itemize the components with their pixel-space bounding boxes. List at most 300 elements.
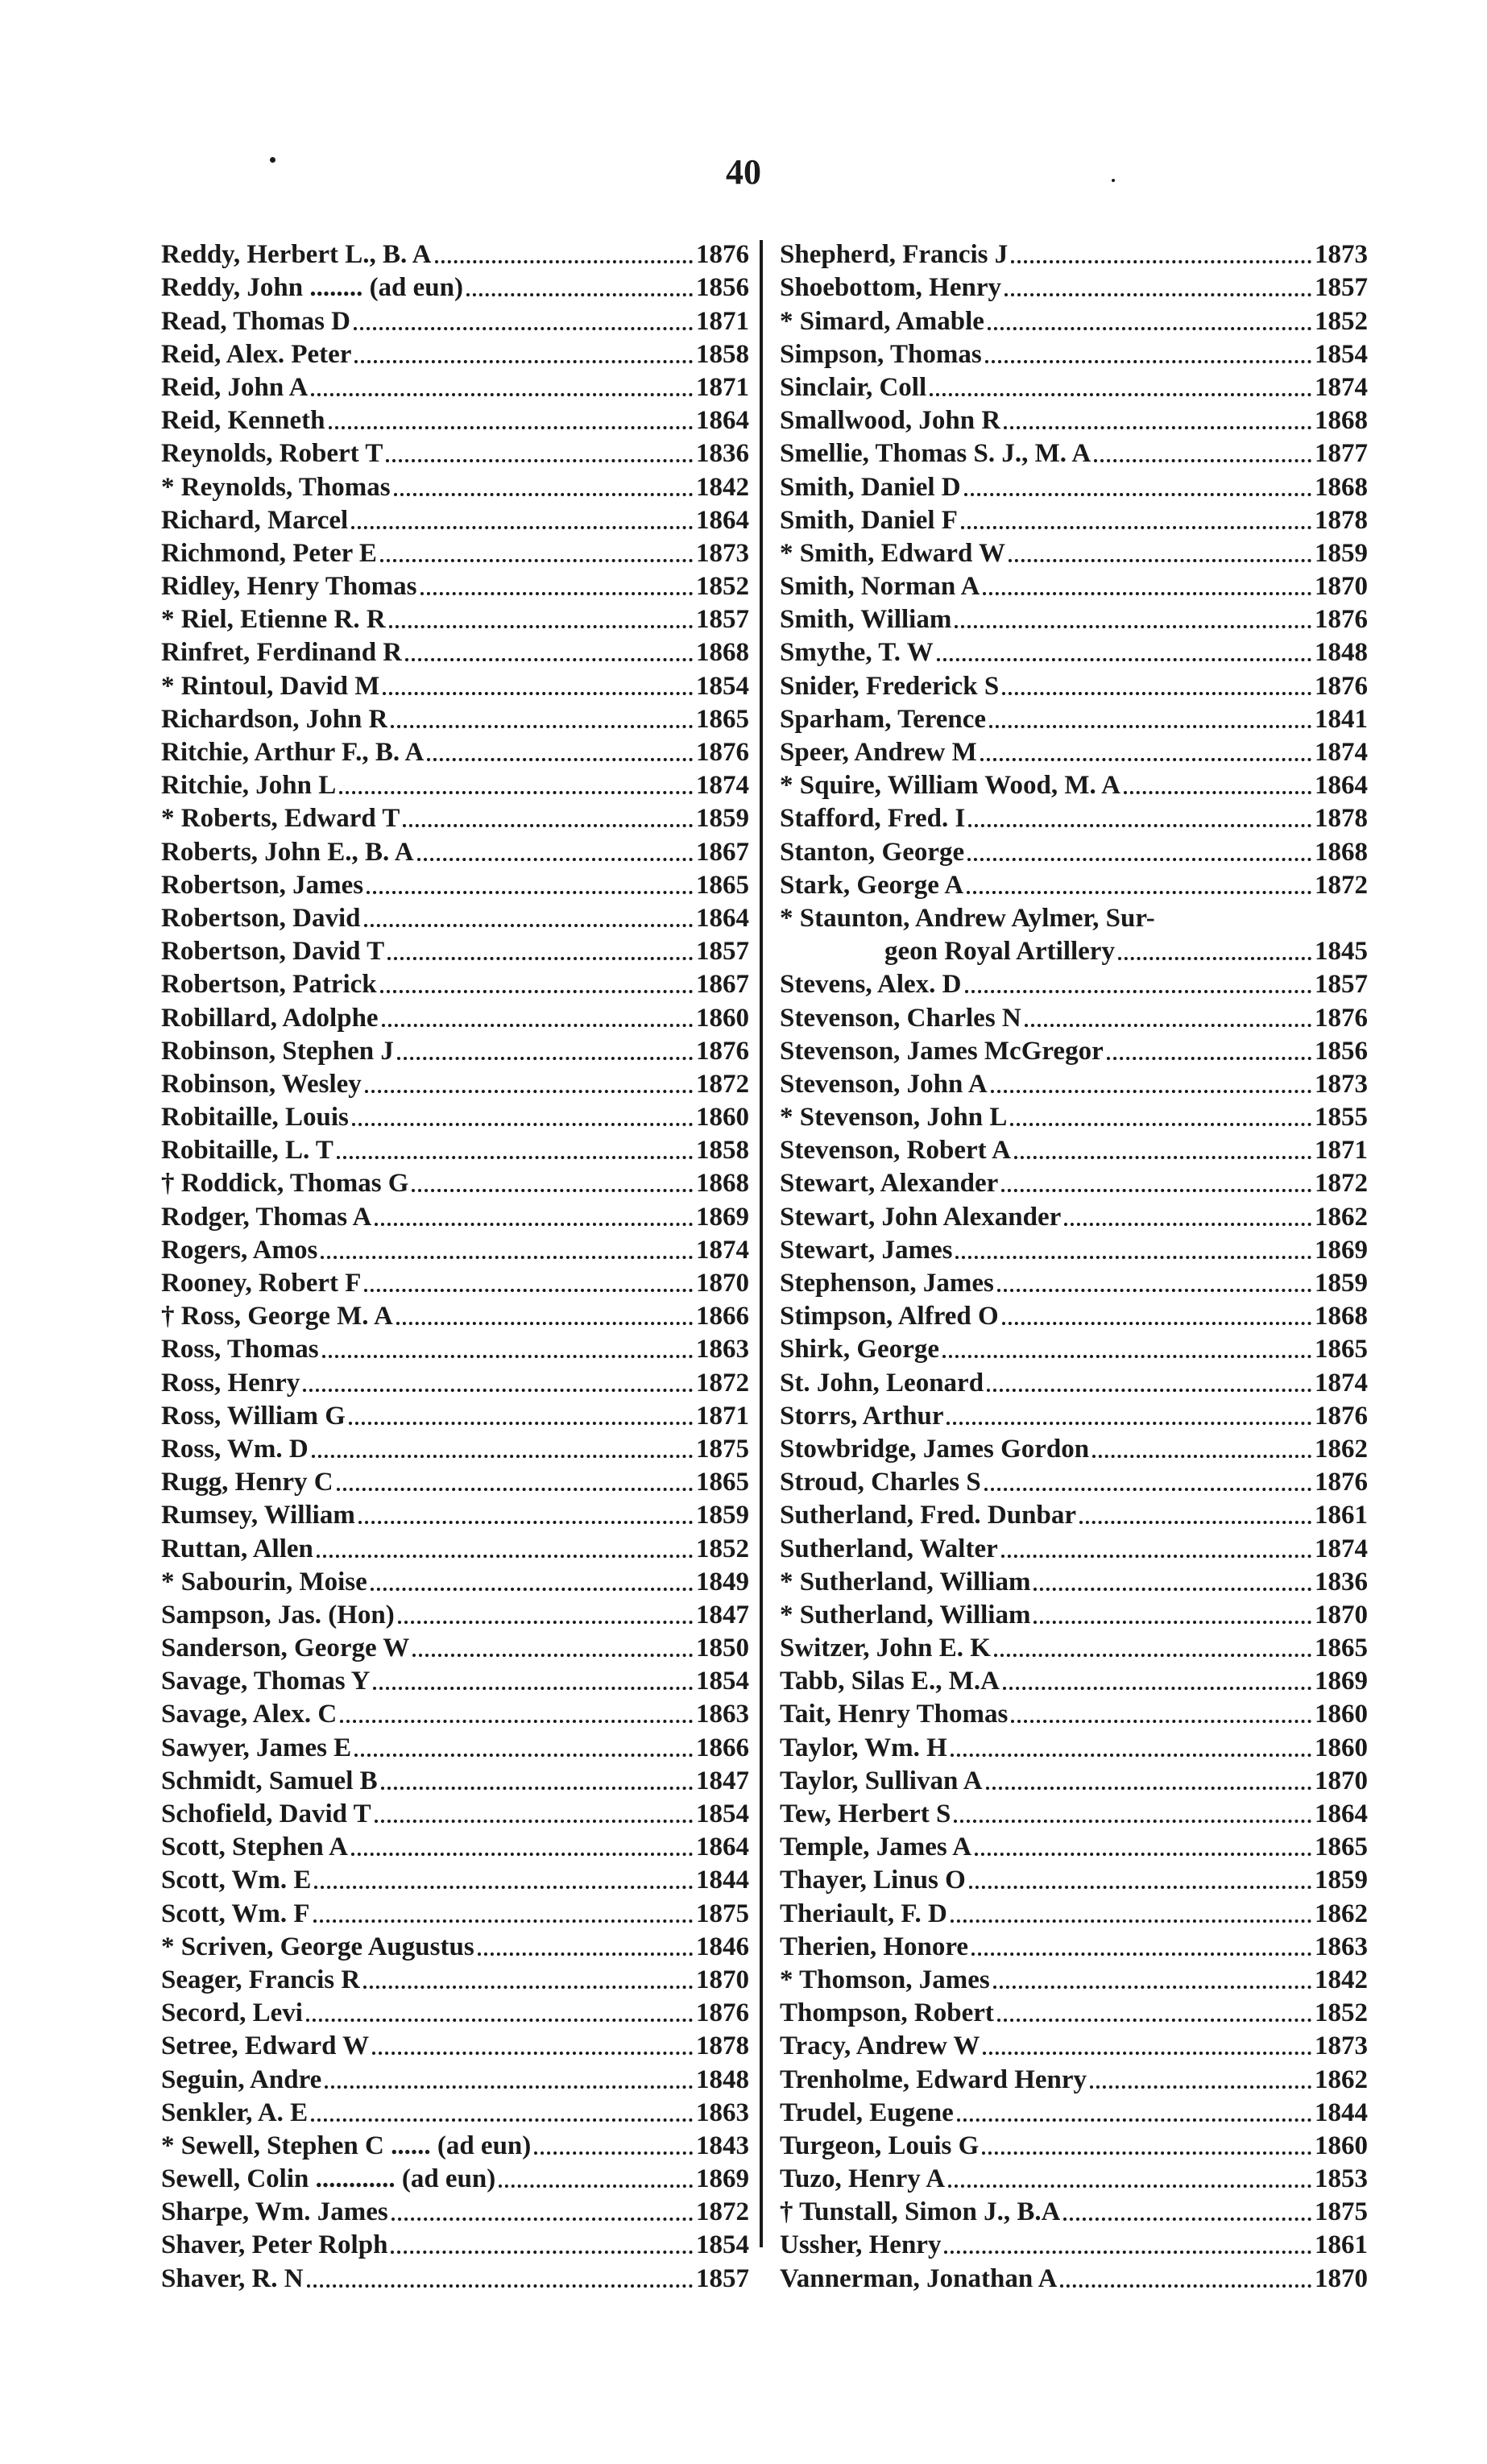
entry-name: Stewart, John Alexander	[780, 1202, 1062, 1232]
entry-year: 1873	[1315, 2031, 1368, 2061]
directory-entry	[780, 1897, 1368, 1930]
entry-name: Sanderson, George W	[161, 1634, 410, 1663]
entry-name: Ritchie, John L	[161, 771, 337, 801]
dot-leader	[311, 2118, 693, 2122]
entry-name: Ussher, Henry	[780, 2230, 942, 2260]
entry-year: 1857	[1315, 273, 1368, 303]
entry-year: 1857	[696, 2263, 749, 2293]
dot-leader	[391, 2218, 693, 2221]
directory-entry	[161, 1101, 749, 1134]
entry-name: Robertson, Patrick	[161, 970, 377, 1000]
entry-year: 1871	[696, 372, 749, 402]
directory-entry	[161, 1001, 749, 1034]
dot-leader	[317, 1555, 693, 1558]
dot-leader	[405, 658, 693, 661]
entry-year: 1876	[696, 1036, 749, 1066]
dot-leader	[381, 1787, 693, 1790]
entry-name: Smallwood, John R	[780, 406, 1001, 436]
dot-leader	[983, 2052, 1311, 2055]
entry-year: 1856	[696, 273, 749, 303]
directory-entry	[161, 570, 749, 603]
entry-year: 1869	[696, 2164, 749, 2194]
dot-leader	[380, 559, 693, 562]
directory-entry	[780, 1731, 1368, 1764]
entry-name: Ross, Wm. D	[161, 1434, 309, 1464]
entry-name: Richardson, John R	[161, 704, 388, 734]
dot-leader	[1001, 1555, 1311, 1558]
entry-name: Therien, Honore	[780, 1932, 969, 1961]
entry-name: Richmond, Peter E	[161, 538, 377, 568]
entry-name: Stafford, Fred. I	[780, 804, 966, 834]
entry-name: Stroud, Charles S	[780, 1468, 981, 1497]
directory-entry	[780, 1599, 1368, 1632]
entry-year: 1865	[1315, 1335, 1368, 1365]
directory-entry	[161, 636, 749, 669]
directory-entry	[161, 1632, 749, 1665]
dot-leader	[372, 2052, 693, 2055]
entry-year: 1859	[696, 1501, 749, 1530]
entry-year: 1857	[696, 937, 749, 967]
entry-year: 1859	[1315, 1269, 1368, 1298]
entry-name: Stewart, Alexander	[780, 1169, 999, 1199]
directory-entry	[780, 404, 1368, 437]
entry-year: 1860	[696, 1103, 749, 1133]
dot-leader	[1033, 1621, 1311, 1624]
dot-leader	[394, 493, 693, 496]
directory-entry	[780, 1997, 1368, 2030]
dot-leader	[965, 990, 1312, 993]
entry-year: 1846	[696, 1932, 749, 1961]
entry-year: 1864	[696, 406, 749, 436]
dot-leader	[354, 327, 693, 330]
entry-name: Shepherd, Francis J	[780, 240, 1009, 270]
entry-name: Tew, Herbert S	[780, 1799, 951, 1828]
dot-leader	[993, 1986, 1311, 1989]
dot-leader	[983, 592, 1311, 595]
entry-year: 1874	[1315, 738, 1368, 767]
entry-year: 1868	[1315, 406, 1368, 436]
entry-year: 1876	[1315, 671, 1368, 701]
directory-entry	[161, 869, 749, 902]
directory-entry	[161, 2030, 749, 2063]
directory-entry	[780, 1798, 1368, 1831]
directory-entry	[161, 2130, 749, 2163]
entry-name: Thayer, Linus O	[780, 1866, 966, 1895]
entry-year: 1878	[1315, 804, 1368, 834]
dot-leader	[955, 625, 1311, 628]
dot-leader	[969, 1886, 1311, 1889]
directory-entry	[780, 338, 1368, 371]
directory-entry	[161, 1964, 749, 1997]
directory-entry	[780, 1267, 1368, 1300]
dot-leader	[375, 1820, 693, 1823]
entry-year: 1874	[696, 771, 749, 801]
dot-leader	[412, 1654, 693, 1657]
entry-name: * Scriven, George Augustus	[161, 1932, 474, 1961]
directory-entry	[780, 504, 1368, 537]
directory-entry	[161, 1599, 749, 1632]
entry-year: 1860	[1315, 1733, 1368, 1762]
directory-entry	[780, 2130, 1368, 2163]
entry-name: Smith, Daniel D	[780, 472, 961, 502]
directory-entry	[780, 2262, 1368, 2295]
entry-name: Stowbridge, James Gordon	[780, 1434, 1090, 1464]
entry-name: Ridley, Henry Thomas	[161, 572, 417, 602]
directory-entry	[780, 570, 1368, 603]
directory-entry	[780, 1864, 1368, 1897]
directory-entry	[780, 2030, 1368, 2063]
entry-year: 1850	[696, 1634, 749, 1663]
entry-name: Stevenson, Charles N	[780, 1003, 1021, 1033]
dot-leader	[968, 824, 1311, 827]
entry-year: 1854	[1315, 339, 1368, 369]
entry-name: St. John, Leonard	[780, 1368, 984, 1398]
entry-name: * Staunton, Andrew Aylmer, Sur-	[780, 903, 1155, 933]
entry-year: 1873	[696, 538, 749, 568]
directory-entry	[780, 1068, 1368, 1101]
directory-entry	[780, 736, 1368, 769]
directory-entry	[161, 1864, 749, 1897]
directory-entry	[161, 603, 749, 636]
directory-entry	[161, 802, 749, 835]
directory-entry	[161, 1167, 749, 1200]
directory-entry	[161, 1831, 749, 1864]
entry-name: Seager, Francis R	[161, 1965, 361, 1994]
entry-name: Stevenson, James McGregor	[780, 1036, 1104, 1066]
directory-entry	[161, 1366, 749, 1399]
entry-name: Stanton, George	[780, 837, 965, 867]
entry-year: 1852	[696, 572, 749, 602]
entry-year: 1872	[696, 1368, 749, 1398]
entry-year: 1854	[696, 671, 749, 701]
entry-name: * Stevenson, John L	[780, 1103, 1008, 1133]
dot-leader	[1094, 459, 1311, 462]
entry-year: 1852	[1315, 1998, 1368, 2028]
entry-year: 1858	[696, 1136, 749, 1166]
entry-name: Sampson, Jas. (Hon)	[161, 1600, 395, 1630]
entry-year: 1860	[696, 1003, 749, 1033]
entry-year: 1867	[696, 837, 749, 867]
directory-entry	[161, 703, 749, 736]
directory-entry	[780, 968, 1368, 1001]
entry-name: Rinfret, Ferdinand R	[161, 638, 403, 668]
dot-leader	[948, 2184, 1311, 2188]
directory-entry	[780, 1134, 1368, 1167]
entry-year: 1869	[696, 1202, 749, 1232]
entry-name: Trudel, Eugene	[780, 2098, 954, 2127]
dot-leader	[312, 1455, 693, 1458]
entry-year: 1857	[696, 605, 749, 635]
directory-entry	[780, 769, 1368, 802]
entry-year: 1876	[1315, 1468, 1368, 1497]
dot-leader	[364, 1289, 693, 1292]
dot-leader	[363, 1986, 693, 1989]
dot-leader	[975, 1853, 1311, 1856]
dot-leader	[311, 393, 693, 396]
entry-name: * Roberts, Edward T	[161, 804, 400, 834]
dot-leader	[946, 1422, 1311, 1425]
entry-name: Rooney, Robert F	[161, 1269, 362, 1298]
dot-leader	[321, 1256, 693, 1259]
entry-name: Scott, Wm. F	[161, 1899, 310, 1928]
entry-year: 1854	[696, 2230, 749, 2260]
entry-year: 1873	[1315, 240, 1368, 270]
dot-leader	[389, 625, 693, 628]
dot-leader	[365, 1090, 693, 1093]
dot-leader	[1124, 791, 1311, 794]
dot-leader	[391, 2251, 693, 2254]
entry-year: 1874	[1315, 372, 1368, 402]
directory-entry	[780, 1632, 1368, 1665]
dot-leader	[961, 526, 1311, 529]
dot-leader	[1060, 2284, 1311, 2288]
dot-leader	[382, 1024, 693, 1027]
entry-name: Speer, Andrew M	[780, 738, 977, 767]
dot-leader	[1011, 260, 1311, 263]
entry-year: 1863	[696, 1335, 749, 1365]
dot-leader	[1079, 1521, 1311, 1524]
directory-entry	[780, 802, 1368, 835]
entry-name: Smythe, T. W	[780, 638, 934, 668]
entry-name: * Thomson, James	[780, 1965, 990, 1994]
dot-leader	[373, 1687, 693, 1690]
entry-year: 1847	[696, 1766, 749, 1795]
entry-name: * Squire, William Wood, M. A	[780, 771, 1120, 801]
directory-entry	[780, 603, 1368, 636]
dot-leader	[397, 1057, 693, 1060]
directory-entry	[161, 902, 749, 935]
entry-year: 1871	[696, 306, 749, 336]
entry-name: Read, Thomas D	[161, 306, 351, 336]
dot-leader	[351, 526, 693, 529]
dot-leader	[954, 1820, 1311, 1823]
directory-entry	[161, 1068, 749, 1101]
entry-year: 1863	[696, 1700, 749, 1729]
left-column	[161, 238, 749, 2296]
entry-year: 1865	[1315, 1634, 1368, 1663]
dot-leader	[352, 1123, 693, 1126]
entry-name: Stevenson, John A	[780, 1069, 988, 1099]
dot-leader	[499, 2184, 693, 2188]
entry-year: 1870	[1315, 2263, 1368, 2293]
entry-year: 1862	[1315, 1202, 1368, 1232]
entry-name: Robitaille, L. T	[161, 1136, 333, 1166]
entry-year: 1866	[696, 1302, 749, 1331]
directory-entry	[161, 1234, 749, 1267]
dot-leader	[964, 493, 1311, 496]
directory-entry	[780, 1366, 1368, 1399]
dot-leader	[358, 1521, 693, 1524]
directory-entry	[161, 238, 749, 271]
entry-name: Sinclair, Coll	[780, 372, 927, 402]
entry-year: 1874	[696, 1235, 749, 1265]
entry-name: Snider, Frederick S	[780, 671, 1000, 701]
dot-leader	[387, 957, 693, 960]
entry-year: 1870	[696, 1269, 749, 1298]
entry-name: Ross, Henry	[161, 1368, 300, 1398]
dot-leader	[971, 1953, 1311, 1956]
entry-name: Reid, Alex. Peter	[161, 339, 352, 369]
dot-leader	[412, 1189, 693, 1192]
dot-leader	[1004, 426, 1311, 429]
directory-entry	[161, 1665, 749, 1698]
directory-entry	[780, 636, 1368, 669]
directory-entry	[780, 1665, 1368, 1698]
entry-name: Sutherland, Walter	[780, 1534, 998, 1563]
entry-name: Robinson, Wesley	[161, 1069, 362, 1099]
entry-year: 1859	[696, 804, 749, 834]
dot-leader	[1010, 1123, 1311, 1126]
entry-name: geon Royal Artillery	[884, 937, 1115, 967]
entry-year: 1868	[696, 638, 749, 668]
directory-entry	[780, 304, 1368, 338]
entry-name: Tabb, Silas E., M.A	[780, 1667, 1000, 1696]
entry-name: Smellie, Thomas S. J., M. A	[780, 439, 1091, 469]
entry-year: 1876	[696, 1998, 749, 2028]
directory-entry	[161, 1466, 749, 1499]
dot-leader	[314, 1886, 693, 1889]
entry-year: 1836	[1315, 1567, 1368, 1596]
entry-year: 1842	[696, 472, 749, 502]
entry-year: 1862	[1315, 2064, 1368, 2094]
directory-entry	[780, 2163, 1368, 2196]
entry-name: Robertson, David	[161, 903, 361, 933]
dot-leader	[380, 990, 693, 993]
entry-name: * Rintoul, David M	[161, 671, 380, 701]
entry-name: Shirk, George	[780, 1335, 939, 1365]
directory-entry	[780, 703, 1368, 736]
entry-name: Storrs, Arthur	[780, 1401, 944, 1431]
directory-entry	[780, 1167, 1368, 1200]
entry-year: 1862	[1315, 1434, 1368, 1464]
entry-name: Rugg, Henry C	[161, 1468, 333, 1497]
dot-leader	[1090, 2085, 1311, 2089]
entry-year: 1861	[1315, 2230, 1368, 2260]
directory-entry	[780, 1300, 1368, 1333]
entry-year: 1870	[1315, 1766, 1368, 1795]
dot-leader	[417, 858, 693, 861]
dot-leader	[337, 1156, 693, 1159]
entry-year: 1861	[1315, 1501, 1368, 1530]
entry-year: 1867	[696, 970, 749, 1000]
dot-leader	[325, 2085, 693, 2089]
entry-name: Robertson, David T	[161, 937, 385, 967]
dot-leader	[329, 426, 693, 429]
dot-leader	[997, 1289, 1311, 1292]
entry-name: Shoebottom, Henry	[780, 273, 1001, 303]
directory-entry	[161, 1566, 749, 1599]
right-column	[780, 238, 1368, 2296]
directory-entry	[161, 2196, 749, 2229]
dot-leader	[957, 2118, 1311, 2122]
entry-name: Senkler, A. E	[161, 2098, 309, 2127]
directory-entry	[161, 1300, 749, 1333]
dot-leader	[951, 1919, 1311, 1923]
entry-name: Temple, James A	[780, 1832, 972, 1862]
entry-name: Savage, Alex. C	[161, 1700, 338, 1729]
directory-entry	[161, 736, 749, 769]
dot-leader	[980, 758, 1311, 761]
entry-name: Tracy, Andrew W	[780, 2031, 980, 2061]
directory-entry	[780, 238, 1368, 271]
column-divider	[760, 240, 763, 2247]
directory-entry	[161, 2097, 749, 2130]
directory-entry	[780, 1101, 1368, 1134]
entry-year: 1848	[1315, 638, 1368, 668]
entry-name: Scott, Wm. E	[161, 1866, 312, 1895]
entry-year: 1873	[1315, 1069, 1368, 1099]
entry-year: 1849	[696, 1567, 749, 1596]
entry-name: Turgeon, Louis G	[780, 2131, 980, 2160]
entry-year: 1841	[1315, 704, 1368, 734]
directory-entry	[161, 304, 749, 338]
dot-leader	[313, 1919, 693, 1923]
dot-leader	[383, 692, 693, 695]
directory-entry	[161, 1400, 749, 1433]
entry-name: Richard, Marcel	[161, 505, 349, 535]
entry-name: Stephenson, James	[780, 1269, 994, 1298]
directory-entry	[161, 2262, 749, 2295]
entry-year: 1855	[1315, 1103, 1368, 1133]
entry-name: Taylor, Wm. H	[780, 1733, 947, 1762]
entry-name: Sparham, Terence	[780, 704, 987, 734]
directory-entry	[161, 1499, 749, 1532]
directory-entry	[780, 470, 1368, 503]
dot-leader	[955, 1256, 1311, 1259]
entry-name: * Simard, Amable	[780, 306, 984, 336]
dot-leader	[1025, 1024, 1311, 1027]
dot-leader	[1009, 559, 1311, 562]
entry-name: Reddy, Herbert L., B. A	[161, 240, 432, 270]
entry-year: 1843	[696, 2131, 749, 2160]
entry-year: 1854	[696, 1799, 749, 1828]
dot-leader	[435, 260, 694, 263]
entry-name: Setree, Edward W	[161, 2031, 370, 2061]
dot-leader	[1107, 1057, 1311, 1060]
entry-year: 1859	[1315, 1866, 1368, 1895]
directory-entry	[780, 2063, 1368, 2096]
directory-entry	[780, 1001, 1368, 1034]
dot-leader	[930, 393, 1311, 396]
dot-leader	[307, 2284, 693, 2288]
dot-leader	[1063, 2218, 1311, 2221]
directory-entry	[161, 669, 749, 702]
entry-year: 1876	[1315, 1401, 1368, 1431]
entry-year: 1852	[1315, 306, 1368, 336]
entry-name: Ross, Thomas	[161, 1335, 319, 1365]
directory-entry	[161, 1333, 749, 1366]
entry-year: 1864	[696, 903, 749, 933]
directory-entry	[161, 2063, 749, 2096]
directory-entry	[161, 2229, 749, 2262]
entry-year: 1872	[1315, 870, 1368, 900]
entry-year: 1872	[696, 2197, 749, 2227]
entry-name: Smith, Daniel F	[780, 505, 958, 535]
directory-entry	[780, 1433, 1368, 1466]
dot-leader	[1004, 293, 1311, 296]
dot-leader	[351, 1853, 693, 1856]
entry-name: † Ross, George M. A	[161, 1302, 393, 1331]
entry-name: Scott, Stephen A	[161, 1832, 348, 1862]
directory-entry	[161, 1267, 749, 1300]
dot-leader	[427, 758, 693, 761]
directory-entry	[161, 1765, 749, 1798]
entry-name: Ross, William G	[161, 1401, 346, 1431]
entry-name: Theriault, F. D	[780, 1899, 947, 1928]
dot-leader	[1092, 1455, 1311, 1458]
entry-year: 1875	[1315, 2197, 1368, 2227]
entry-year: 1871	[696, 1401, 749, 1431]
